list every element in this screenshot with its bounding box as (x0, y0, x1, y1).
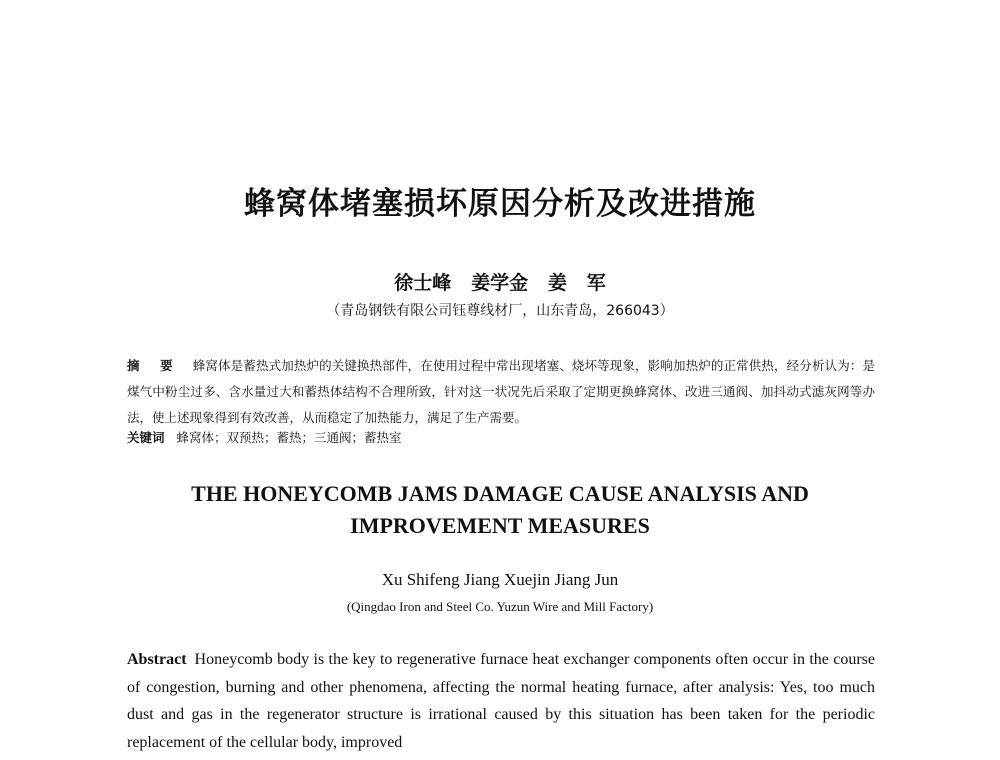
chinese-title: 蜂窝体堵塞损坏原因分析及改进措施 (244, 186, 756, 222)
chinese-abstract-text: 蜂窝体是蓄热式加热炉的关键换热部件，在使用过程中常出现堵塞、烧坏等现象，影响加热炉的正常供热，经分析认为：是煤气中粉尘过多、含水量过大和蓄热体结构不合理所致，针对这一状况先后采取了定期更换蜂窝体、改进三通阀、加抖动式滤灰网等办法，使上述现象得到有效改善，从而稳定了加热能力，满足了生产需要。 (127, 358, 875, 425)
chinese-keywords (127, 428, 875, 448)
english-title-line-1: THE HONEYCOMB JAMS DAMAGE CAUSE ANALYSIS AND (191, 481, 809, 506)
english-abstract-text: Honeycomb body is the key to regenerative furnace heat exchanger components often occur in the course of congestion, burning and other phenomena, affecting the normal heating furnace, after analysis: Yes, too much dust and gas in the regenerator structure is irrational caused by this situation has been taken for the periodic replacement of the cellular body, improved (127, 651, 875, 751)
english-affiliation: (Qingdao Iron and Steel Co. Yuzun Wire and Mill Factory) (346, 599, 654, 614)
english-abstract (127, 646, 875, 756)
chinese-affiliation: （青岛钢铁有限公司钰尊线材厂，山东青岛，266043） (326, 303, 674, 319)
english-title-line-2: IMPROVEMENT MEASURES (350, 513, 650, 538)
chinese-keywords-text: 蜂窝体；双预热；蓄热；三通阀；蓄热室 (176, 430, 402, 445)
chinese-abstract-label: 摘 要 (127, 358, 181, 373)
english-abstract-label: Abstract (127, 651, 187, 668)
chinese-authors: 徐士峰 姜学金 姜 军 (394, 272, 606, 294)
chinese-abstract (127, 353, 875, 431)
chinese-keywords-label: 关键词 (127, 430, 165, 445)
english-title (0, 478, 1000, 542)
english-authors: Xu Shifeng Jiang Xuejin Jiang Jun (381, 570, 619, 589)
